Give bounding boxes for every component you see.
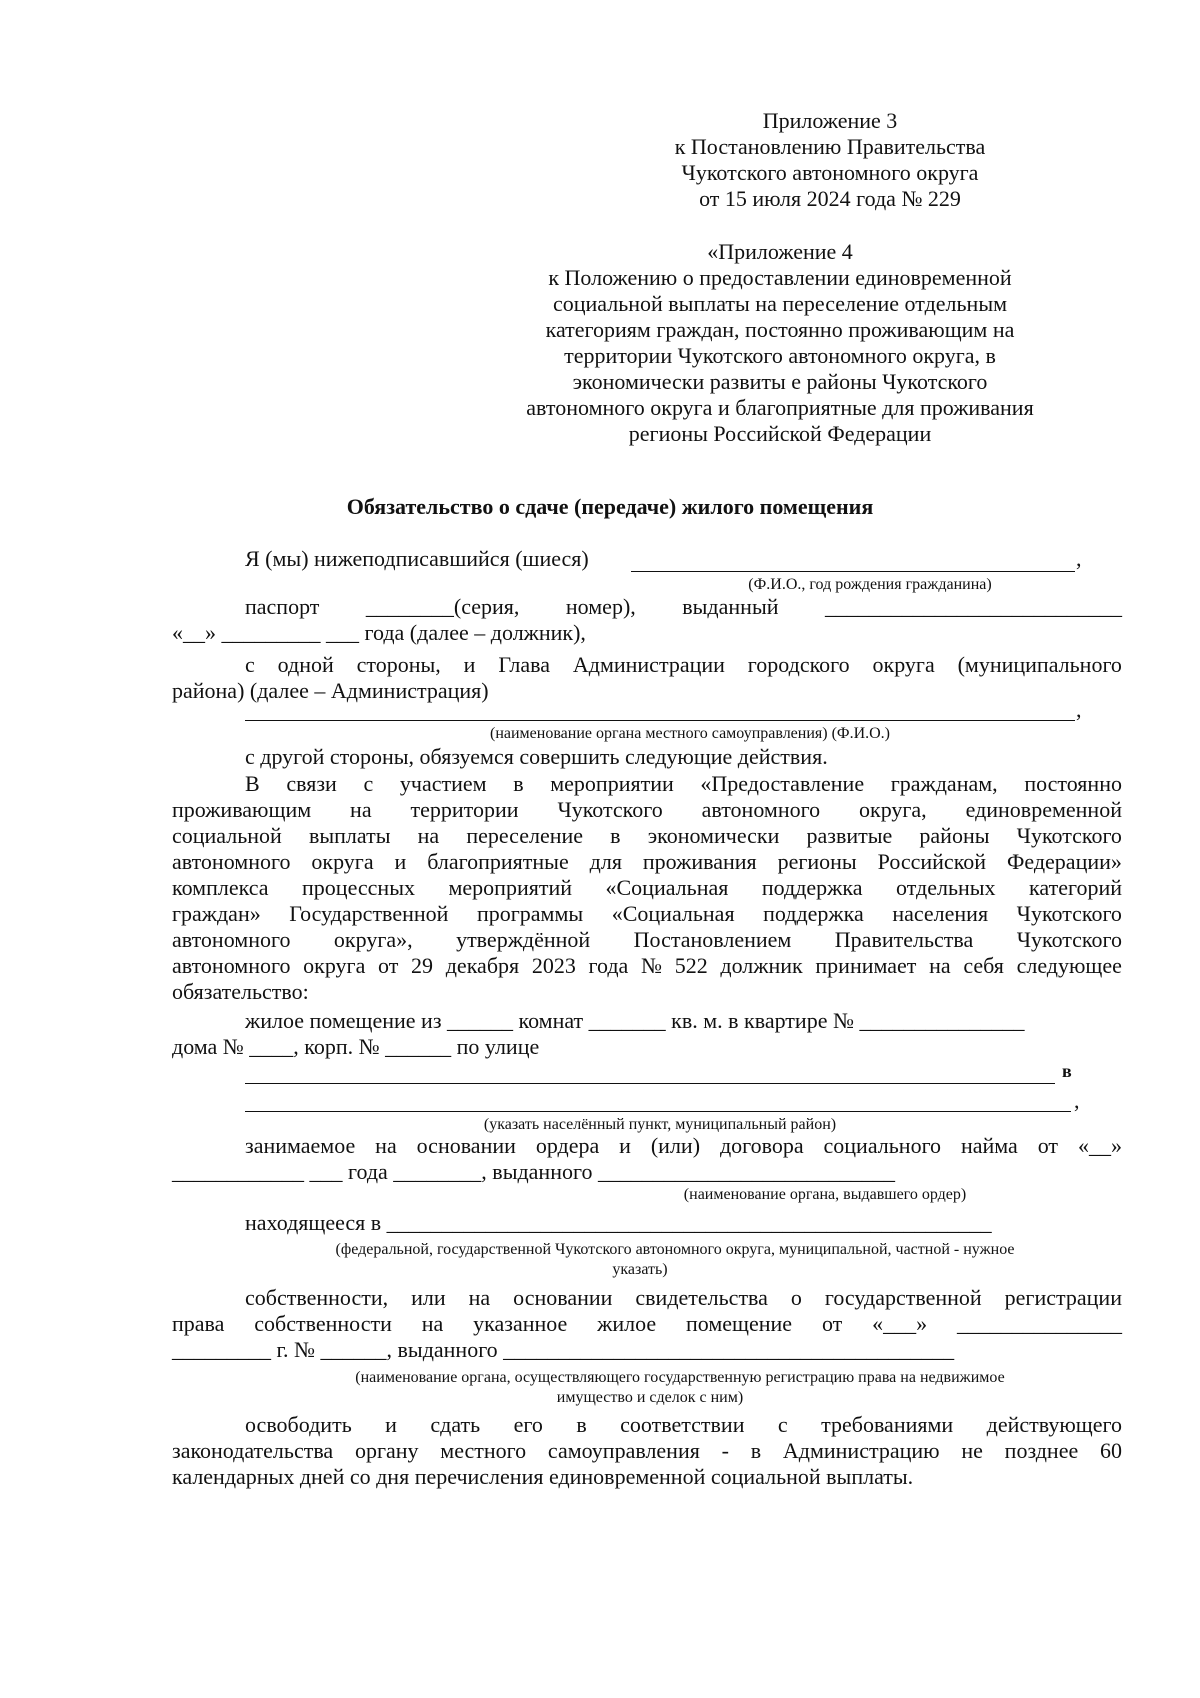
caption-registration-2: имущество и сделок с ним) <box>556 1389 744 1406</box>
appendix4-line4: категориям граждан, постоянно проживающим на <box>545 317 1015 342</box>
appendix4-line1: «Приложение 4 <box>707 239 853 264</box>
appendix3-line1: Приложение 3 <box>762 108 898 133</box>
house-line: дома № ____, корп. № ______ по улице <box>172 1034 540 1059</box>
head-admin-line: с одной стороны, и Глава Администрации городского округа (муниципального <box>245 652 1122 677</box>
appendix4-line8: регионы Российской Федерации <box>628 421 932 446</box>
para-line-5: комплекса процессных мероприятий «Социальная поддержка отдельных категорий <box>172 875 1122 900</box>
para-line-8: автономного округа от 29 декабря 2023 года № 522 должник принимает на себя следующее <box>172 953 1122 978</box>
order-line: занимаемое на основании ордера и (или) договора социального найма от «__» <box>245 1133 1122 1158</box>
para-line-2: проживающим на территории Чукотского автономного округа, единовременной <box>172 797 1122 822</box>
address-comma: , <box>1074 1088 1080 1113</box>
passport-issued: выданный <box>682 594 779 619</box>
fio-blank-line <box>631 571 1075 572</box>
appendix4-line6: экономически развиты е районы Чукотского <box>572 369 988 394</box>
passport-word: паспорт <box>245 594 320 619</box>
final-line-3: календарных дней со дня перечисления единовременной социальной выплаты. <box>172 1464 914 1489</box>
fio-comma: , <box>1076 546 1082 571</box>
address-blank-line-1 <box>245 1083 1055 1084</box>
org-comma: , <box>1076 697 1082 722</box>
debtor-date-line: «__» _________ ___ года (далее – должник), <box>172 620 586 645</box>
para-line-9: обязательство: <box>172 979 309 1004</box>
appendix4-line7: автономного округа и благоприятные для проживания <box>526 395 1034 420</box>
appendix3-line4: от 15 июля 2024 года № 229 <box>699 186 961 211</box>
order-line-2: ____________ ___ года ________, выданного ___________________________ <box>172 1159 895 1184</box>
dwelling-line: жилое помещение из ______ комнат _______ кв. м. в квартире № _______________ <box>245 1008 1025 1033</box>
caption-ownership-2: указать) <box>612 1261 668 1278</box>
final-line-2: законодательства органу местного самоуправления - в Администрацию не позднее 60 <box>172 1438 1122 1463</box>
appendix4-line5: территории Чукотского автономного округа, в <box>564 343 996 368</box>
located-line: находящееся в _______________________________________________________ <box>245 1210 992 1235</box>
para-line-4: автономного округа и благоприятные для проживания регионы Российской Федерации» <box>172 849 1122 874</box>
para-line-6: граждан» Государственной программы «Социальная поддержка населения Чукотского <box>172 901 1122 926</box>
undersigned-label: Я (мы) нижеподписавшийся (шиеся) <box>245 546 589 571</box>
org-blank-line <box>245 720 1075 721</box>
para-line-7: автономного округа», утверждённой Постановлением Правительства Чукотского <box>172 927 1122 952</box>
caption-ownership-1: (федеральной, государственной Чукотского автономного округа, муниципальной, частной - нужное <box>335 1241 1015 1258</box>
caption-fio: (Ф.И.О., год рождения гражданина) <box>748 576 992 593</box>
caption-registration-1: (наименование органа, осуществляющего государственную регистрацию права на недвижимое <box>355 1369 1005 1386</box>
certificate-line: _________ г. № ______, выданного _________________________________________ <box>172 1337 955 1362</box>
passport-issuer-blank: ___________________________ <box>824 594 1122 619</box>
appendix4-line2: к Положению о предоставлении единовременной <box>548 265 1012 290</box>
para-line-3: социальной выплаты на переселение в экономически развитые районы Чукотского <box>172 823 1122 848</box>
document-title: Обязательство о сдаче (передаче) жилого помещения <box>346 494 874 519</box>
appendix3-line3: Чукотского автономного округа <box>681 160 979 185</box>
passport-line <box>245 594 1122 620</box>
administration-line: района) (далее – Администрация) <box>172 678 489 703</box>
address-v: в <box>1062 1061 1072 1081</box>
passport-series: ________(серия, <box>365 594 520 619</box>
caption-settlement: (указать населённый пункт, муниципальный район) <box>483 1116 837 1133</box>
caption-org: (наименование органа местного самоуправления) (Ф.И.О.) <box>489 725 890 742</box>
appendix4-line3: социальной выплаты на переселение отдельным <box>552 291 1008 316</box>
caption-order: (наименование органа, выдавшего ордер) <box>683 1186 967 1203</box>
passport-number: номер), <box>565 594 636 619</box>
property-line: собственности, или на основании свидетельства о государственной регистрации <box>245 1285 1122 1310</box>
final-line-1: освободить и сдать его в соответствии с требованиями действующего <box>245 1412 1122 1437</box>
appendix3-line2: к Постановлению Правительства <box>674 134 986 159</box>
address-blank-line-2 <box>245 1111 1071 1112</box>
other-side-line: с другой стороны, обязуемся совершить следующие действия. <box>245 744 828 769</box>
right-line: права собственности на указанное жилое помещение от «___» _______________ <box>172 1311 1122 1336</box>
para-line-1: В связи с участием в мероприятии «Предоставление гражданам, постоянно <box>245 771 1122 796</box>
